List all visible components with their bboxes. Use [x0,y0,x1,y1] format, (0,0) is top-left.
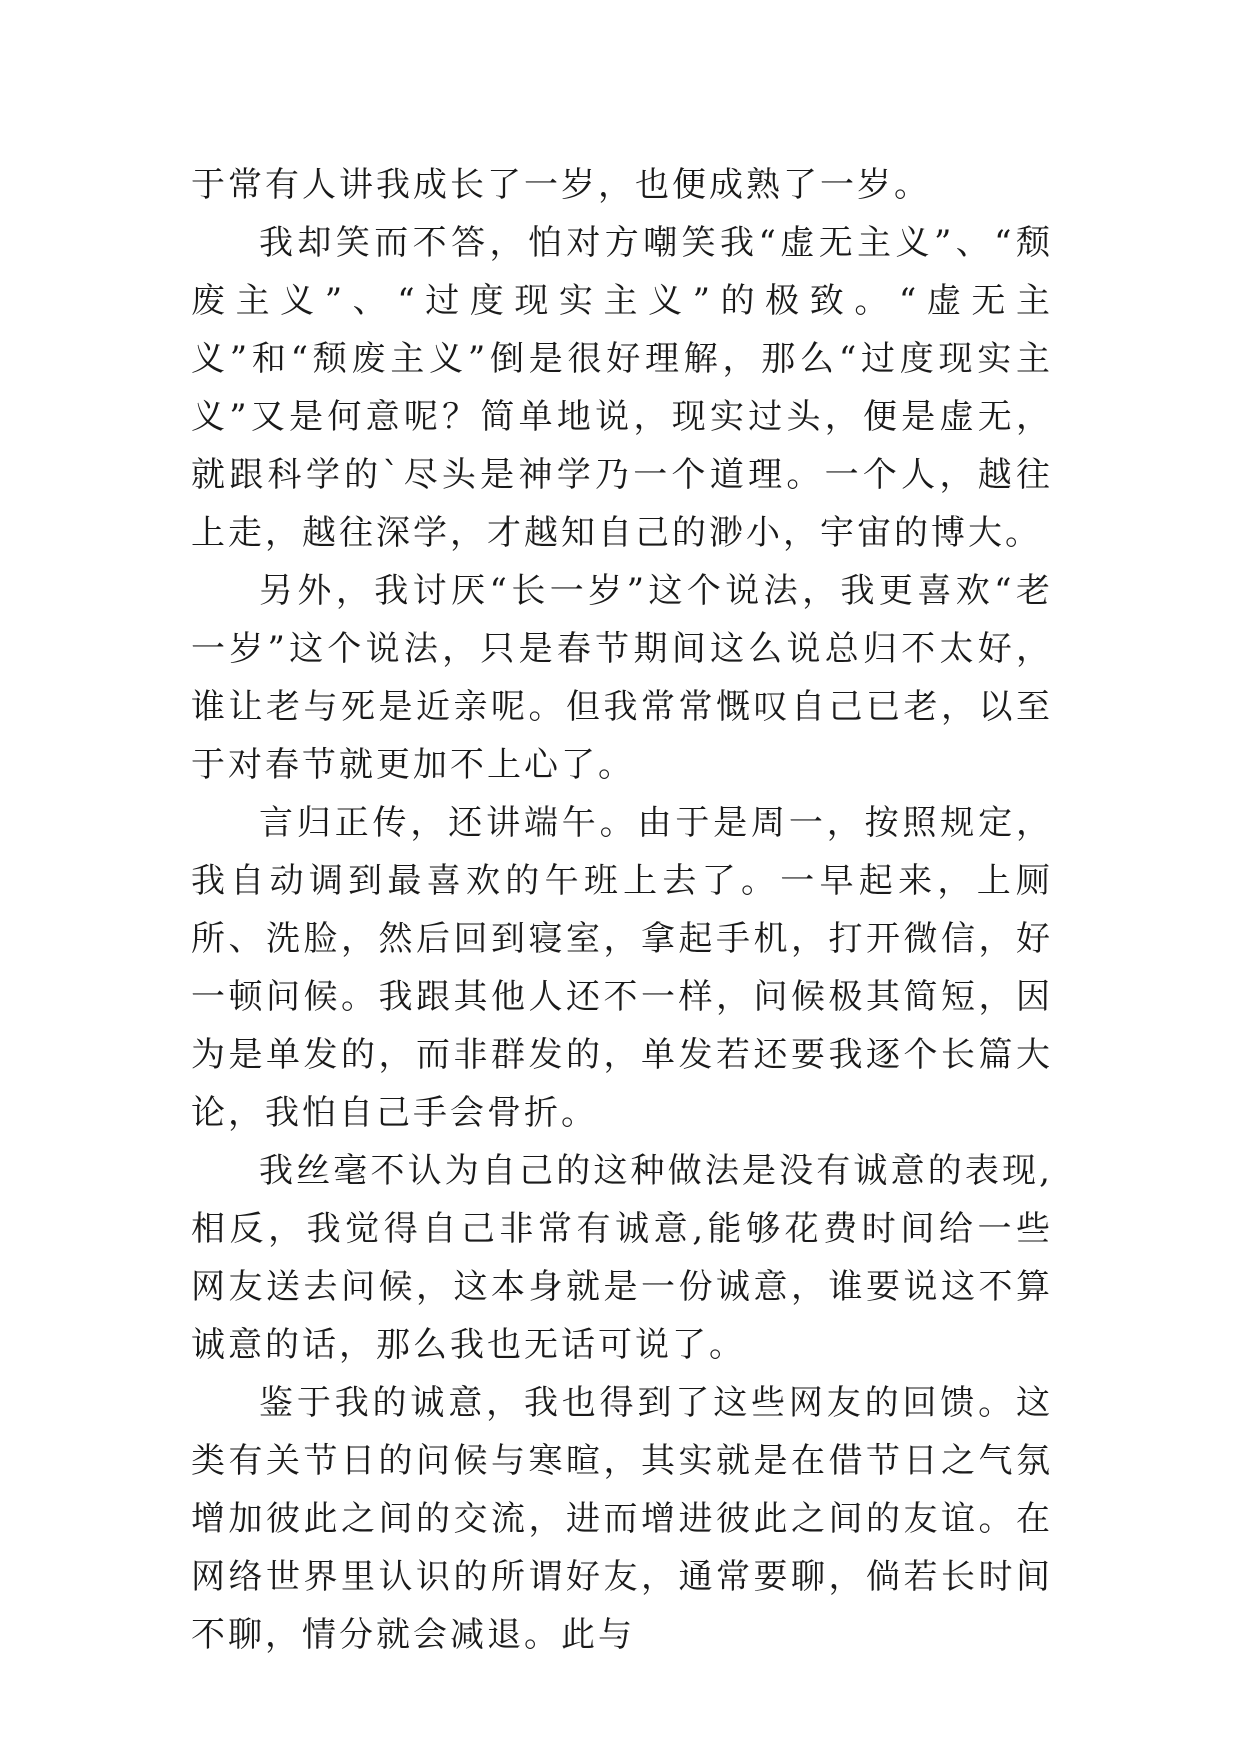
paragraph: 我却笑而不答，怕对方嘲笑我“虚无主义”、“颓废主义”、“过度现实主义”的极致。“虚无主义”和“颓废主义”倒是很好理解，那么“过度现实主义”又是何意呢？简单地说，现实过头，便是虚无，就跟科学的`尽头是神学乃一个道理。一个人，越往上走，越往深学，才越知自己的渺小，宇宙的博大。 [191,223,1053,553]
paragraph: 我丝毫不认为自己的这种做法是没有诚意的表现,相反，我觉得自己非常有诚意,能够花费时间给一些网友送去问候，这本身就是一份诚意，谁要说这不算诚意的话，那么我也无话可说了。 [191,1151,1053,1365]
paragraph-continuation: 于常有人讲我成长了一岁，也便成熟了一岁。 [191,165,931,205]
paragraph: 言归正传，还讲端午。由于是周一，按照规定，我自动调到最喜欢的午班上去了。一早起来，上厕所、洗脸，然后回到寝室，拿起手机，打开微信，好一顿问候。我跟其他人还不一样，问候极其简短，因为是单发的，而非群发的，单发若还要我逐个长篇大论，我怕自己手会骨折。 [191,803,1053,1133]
paragraph: 鉴于我的诚意，我也得到了这些网友的回馈。这类有关节日的问候与寒暄，其实就是在借节日之气氛增加彼此之间的交流，进而增进彼此之间的友谊。在网络世界里认识的所谓好友，通常要聊，倘若长时间不聊，情分就会减退。此与 [191,1383,1053,1655]
paragraph: 另外，我讨厌“长一岁”这个说法，我更喜欢“老一岁”这个说法，只是春节期间这么说总归不太好，谁让老与死是近亲呢。但我常常慨叹自己已老，以至于对春节就更加不上心了。 [191,571,1053,785]
document-body [191,156,1053,1664]
